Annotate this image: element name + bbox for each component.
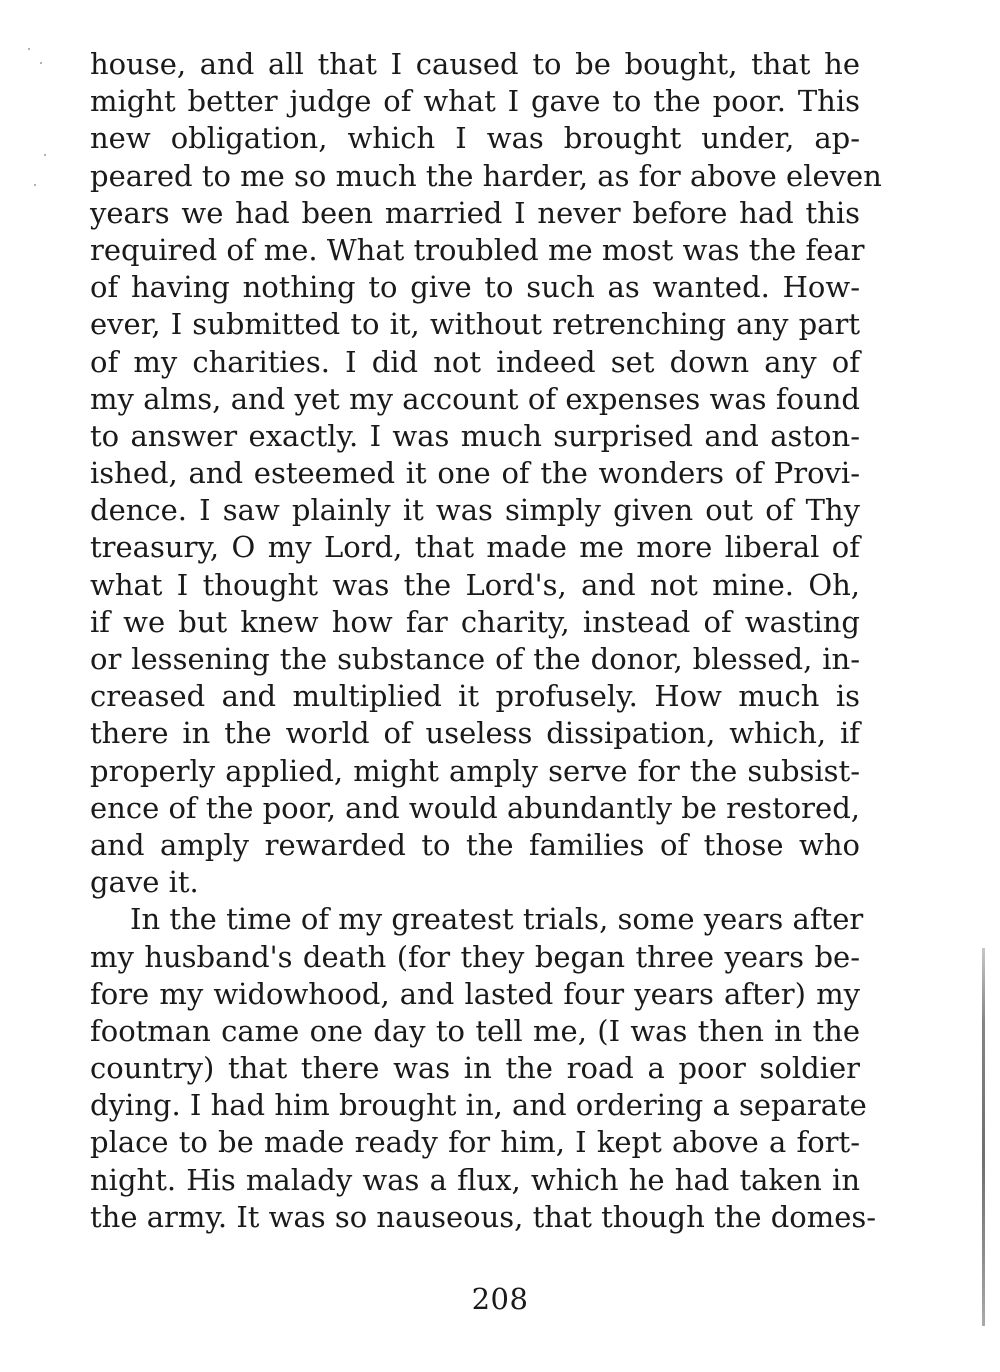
text-line: required of me. What troubled me most was the fear bbox=[90, 232, 865, 267]
text-line: house, and all that I caused to be bought, that he bbox=[90, 47, 860, 81]
text-line: if we but knew how far charity, instead of wasting bbox=[90, 604, 860, 639]
scan-speck bbox=[44, 154, 46, 156]
text-line: to answer exactly. I was much surprised and aston- bbox=[90, 418, 860, 453]
text-line: of my charities. I did not indeed set down any of bbox=[90, 344, 860, 379]
text-line: the army. It was so nauseous, that though the domes- bbox=[90, 1199, 877, 1234]
text-line: night. His malady was a flux, which he had taken in bbox=[90, 1162, 860, 1197]
text-line: my husband's death (for they began three years be- bbox=[90, 939, 860, 974]
text-line: or lessening the substance of the donor, blessed, in- bbox=[90, 642, 860, 676]
page-number: 208 bbox=[471, 1282, 529, 1316]
text-line: dence. I saw plainly it was simply given out of Thy bbox=[90, 493, 860, 528]
text-line: place to be made ready for him, I kept above a fort- bbox=[90, 1125, 860, 1160]
text-line: ever, I submitted to it, without retrenching any part bbox=[90, 307, 860, 342]
text-line: my alms, and yet my account of expenses was found bbox=[90, 381, 860, 416]
text-line: In the time of my greatest trials, some years after bbox=[130, 902, 864, 937]
text-line: new obligation, which I was brought under, ap- bbox=[90, 121, 860, 156]
text-line: years we had been married I never before had this bbox=[90, 195, 860, 230]
text-line: there in the world of useless dissipation, which, if bbox=[90, 716, 860, 751]
text-line: treasury, O my Lord, that made me more liberal of bbox=[90, 530, 860, 565]
scan-speck bbox=[28, 48, 30, 50]
text-line: properly applied, might amply serve for the subsist- bbox=[90, 753, 860, 788]
scan-speck bbox=[34, 184, 36, 186]
text-line: what I thought was the Lord's, and not mine. Oh, bbox=[90, 567, 860, 602]
text-line: creased and multiplied it profusely. How much is bbox=[90, 679, 860, 714]
paragraph-2 bbox=[90, 901, 877, 1236]
text-line: of having nothing to give to such as wanted. How- bbox=[90, 270, 860, 305]
text-line: and amply rewarded to the families of those who bbox=[90, 827, 860, 862]
text-line: ence of the poor, and would abundantly be restored, bbox=[90, 790, 860, 825]
scan-edge-mark bbox=[982, 948, 985, 1326]
text-line: dying. I had him brought in, and ordering a separate bbox=[90, 1088, 867, 1123]
text-line: country) that there was in the road a poor soldier bbox=[90, 1051, 860, 1086]
text-line: gave it. bbox=[90, 865, 199, 900]
text-line: might better judge of what I gave to the poor. This bbox=[90, 84, 860, 119]
text-line: ished, and esteemed it one of the wonders of Provi- bbox=[90, 456, 860, 491]
text-line: footman came one day to tell me, (I was then in the bbox=[90, 1013, 860, 1048]
body-text bbox=[90, 46, 882, 1236]
text-line: peared to me so much the harder, as for above eleven bbox=[90, 158, 882, 193]
paragraph-1 bbox=[90, 46, 882, 901]
text-line: fore my widowhood, and lasted four years after) my bbox=[90, 976, 860, 1011]
scan-speck bbox=[40, 62, 42, 64]
